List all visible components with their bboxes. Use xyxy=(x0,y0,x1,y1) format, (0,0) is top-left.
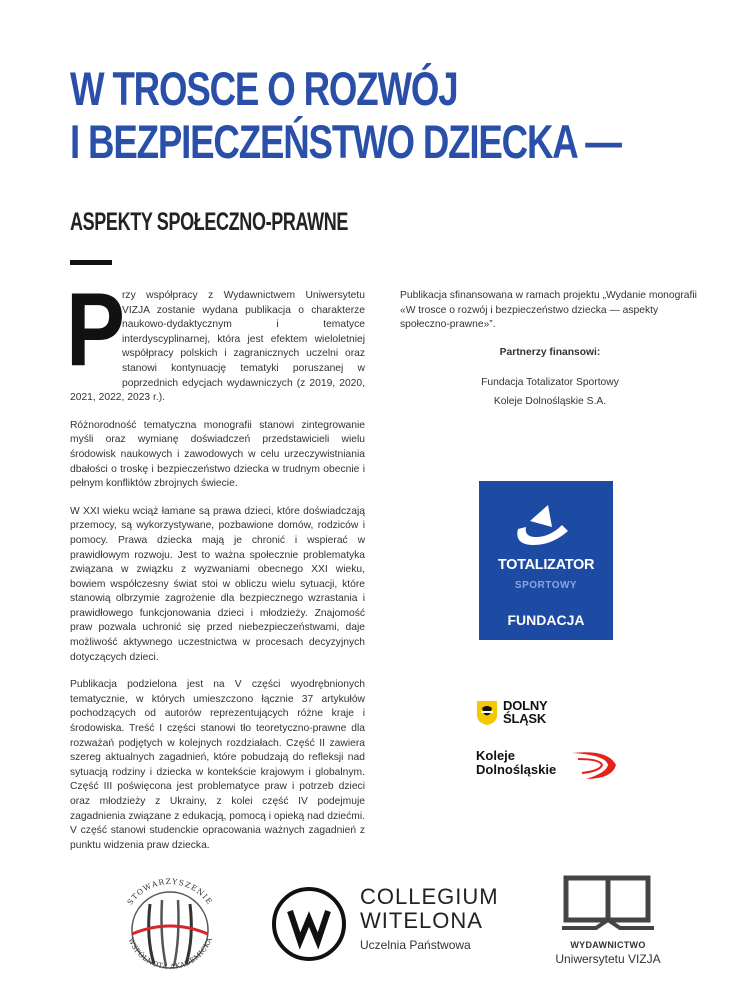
koleje-swoosh-icon xyxy=(568,749,620,783)
stowarzyszenie-bottom-text: WSPÓLNOTA AKADEMICKA xyxy=(126,936,214,971)
stowarzyszenie-logo xyxy=(110,868,230,988)
collegium-line1: COLLEGIUM xyxy=(360,884,499,909)
partner-item: Koleje Dolnośląskie S.A. xyxy=(493,396,607,408)
collegium-emblem-icon xyxy=(270,885,348,963)
dolny-slask-logo xyxy=(476,698,548,731)
title-line-2: I BEZPIECZEŃSTWO DZIECKA — xyxy=(70,115,621,168)
partners-heading: Partnerzy finansowi: xyxy=(499,346,601,358)
dolny-slask-line2: ŚLĄSK xyxy=(503,711,547,726)
paragraph-3: W XXI wieku wciąż łamane są prawa dzieci, które doświadczają przemocy, są wykorzystywane, pozbawione domów, rodziców i pomocy. Prawa dziecka mają je chronić i wspierać w prawidłowym rozwoju. Jest to ważna społecznie problematyka związana w związku z wyzwaniami obecnego XXI wieku, bowiem współczesny świat stoi w obliczu wielu sytuacji, które stanowią olbrzymie zagrożenie dla bezpiecznego wzrastania i prawidłowego funkcjonowania dzieci i młodzieży. Znajomość praw pozwala uchronić się przed niebezpieczeństwami, daje możliwość aktywnego uczestnictwa w procesach decyzyjnych dotyczących dzieci. xyxy=(70,505,365,663)
totalizator-line3: FUNDACJA xyxy=(507,612,585,628)
title-rule xyxy=(70,260,112,265)
vizja-line2: Uniwersytetu VIZJA xyxy=(555,952,661,966)
funding-note: Publikacja sfinansowana w ramach projektu „Wydanie monografii «W trosce o rozwój i bezpieczeństwo dziecka — aspekty społeczno-prawne»”. xyxy=(400,290,697,331)
paragraph-1 xyxy=(66,272,365,406)
page-title xyxy=(70,62,621,168)
page-subtitle: ASPEKTY SPOŁECZNO-PRAWNE xyxy=(70,208,349,236)
koleje-text xyxy=(476,749,556,777)
koleje-line2: Dolnośląskie xyxy=(476,762,557,777)
dolny-slask-line1: DOLNY xyxy=(503,698,548,713)
collegium-line2: WITELONA xyxy=(360,908,483,933)
totalizator-line1: TOTALIZATOR xyxy=(497,557,595,573)
dolny-slask-text xyxy=(503,699,548,725)
title-line-1: W TROSCE O ROZWÓJ xyxy=(70,62,458,115)
partner-item: Fundacja Totalizator Sportowy xyxy=(481,377,619,389)
koleje-line1: Koleje xyxy=(476,748,516,763)
paragraph-4: Publikacja podzielona jest na V części wyodrębnionych tematycznie, w których umieszczono łącznie 37 artykułów pochodzących od autorów reprezentujących różne kraje i środowiska. Treść I części stanowi tło teoretyczno-prawne dla rozważań podjętych w kolejnych rozdziałach. Część II zawiera szereg aktualnych zagadnień, które pobudzają do refleksji nad sytuacją rodziny i dziecka w kontekście krajowym i globalnym. Część III poświęcona jest problematyce praw i potrzeb dzieci oraz młodzieży z Ukrainy, z kolei część IV podejmuje zagadnienia związane z edukacją, pomocą i opieką nad dziećmi. V część stanowi studenckie opracowania ważnych zagadnień z punktu widzenia praw dziecka. xyxy=(70,679,365,851)
left-column xyxy=(66,272,365,866)
totalizator-line2: SPORTOWY xyxy=(514,580,578,591)
collegium-text xyxy=(360,885,499,952)
stowarzyszenie-top-text: STOWARZYSZENIE xyxy=(125,876,215,907)
dolny-slask-crest-icon xyxy=(476,700,498,726)
vizja-logo xyxy=(548,872,668,966)
dropcap: P xyxy=(66,272,125,388)
collegium-line3: Uczelnia Państwowa xyxy=(360,938,471,952)
right-column xyxy=(400,289,700,411)
collegium-logo xyxy=(270,884,499,968)
paragraph-1-text: rzy współpracy z Wydawnictwem Uniwersytetu VIZJA zostanie wydana publikacja o charakterze naukowo-dydaktycznym i tematyce interdyscyplinarnej, która jest efektem wieloletniej współpracy polskich i zagranicznych uczelni oraz stanowi kontynuację tematyki poruszanej w poprzednich edycjach wydawniczych (z 2019, 2020, 2021, 2022, 2023 r.). xyxy=(70,290,365,404)
book-icon xyxy=(548,872,668,936)
vizja-line1: WYDAWNICTWO xyxy=(570,940,646,950)
paragraph-2: Różnorodność tematyczna monografii stanowi zintegrowanie myśli oraz wymianę doświadczeń przedstawicieli wielu środowisk naukowych i zawodowych w celu urzeczywistniania dbałości o troskę i bezpieczeństwo dziecka w trudnym obecnie i pełnym konfliktów zbrojnych świecie. xyxy=(70,419,365,490)
totalizator-emblem-icon xyxy=(512,499,580,551)
totalizator-logo xyxy=(479,481,613,640)
stowarzyszenie-emblem-icon xyxy=(110,868,230,988)
koleje-logo xyxy=(476,749,626,785)
